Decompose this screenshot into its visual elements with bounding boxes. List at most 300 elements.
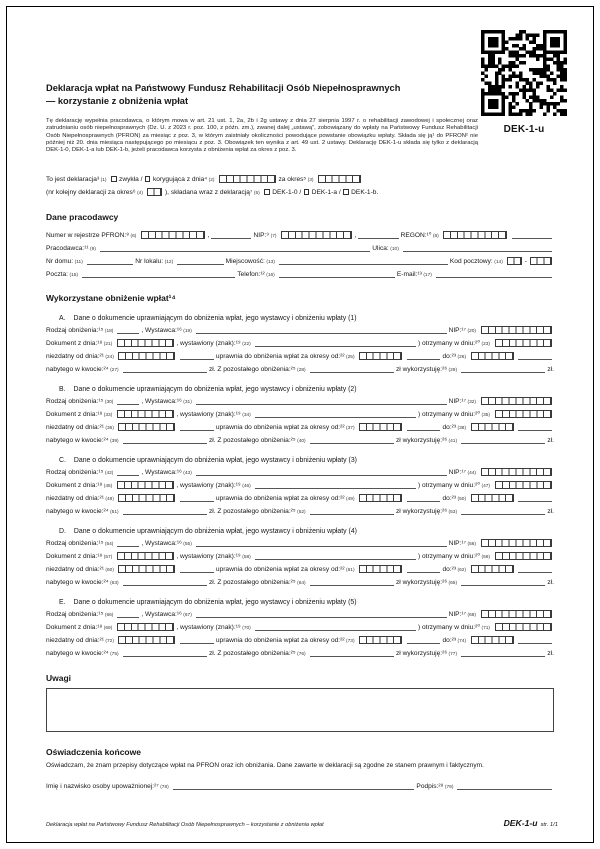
postal-code-field-suffix[interactable] bbox=[530, 257, 552, 266]
issuer-field[interactable] bbox=[196, 404, 447, 405]
filler-line bbox=[407, 501, 441, 502]
field-number: (8) bbox=[432, 233, 439, 239]
field-number: (66) bbox=[104, 612, 114, 618]
entitles-periods-label: uprawnia do obniżenia wpłat za okresy od:²² bbox=[215, 495, 345, 503]
field-number: (57) bbox=[103, 554, 113, 560]
declaration-type-row bbox=[46, 171, 554, 184]
field-number: (18) bbox=[104, 328, 114, 334]
period-to-field[interactable] bbox=[471, 352, 514, 361]
period-label: za okres⁵ bbox=[278, 176, 307, 184]
invalid-from-label: niezdatny od dnia:²¹ bbox=[46, 424, 104, 432]
period-from-field[interactable] bbox=[359, 565, 402, 574]
section-title: Dane o dokumencie uprawniającym do obniżenia wpłat, jego wystawcy i obniżeniu wpłaty (2) bbox=[73, 385, 357, 393]
field-number: (44) bbox=[467, 470, 476, 476]
closing-statement: Oświadczam, że znam przepisy dotyczące wpłat na PFRON oraz ich obniżania. Dane zawarte w deklaracji są zgodne ze stanem prawnym i faktycznym. bbox=[46, 761, 484, 769]
section-title: Dane o dokumencie uprawniającym do obniżenia wpłat, jego wystawcy i obniżeniu wpłaty (3) bbox=[73, 456, 357, 464]
zl-suffix-label: zł. bbox=[547, 508, 554, 516]
issuer-nip-label: NIP:¹⁷ bbox=[448, 469, 466, 477]
field-number: (68) bbox=[467, 612, 476, 618]
correction-date-field[interactable] bbox=[219, 175, 276, 184]
reduction-issuer-row bbox=[46, 464, 554, 477]
field-number: (15) bbox=[69, 272, 79, 278]
field-number: (76) bbox=[297, 651, 306, 657]
field-number: (74) bbox=[457, 638, 467, 644]
reduction-type-field[interactable] bbox=[117, 546, 139, 547]
field-number: (35) bbox=[481, 412, 490, 418]
page-footer bbox=[46, 818, 558, 828]
field-number: (69) bbox=[103, 625, 113, 631]
acquired-amount-field[interactable] bbox=[123, 443, 207, 444]
reductions-heading: Wykorzystane obniżenie wpłat¹⁴ bbox=[46, 292, 176, 303]
acquired-amount-label: nabytego w kwocie:²⁴ bbox=[46, 508, 109, 516]
received-date-field[interactable] bbox=[495, 339, 552, 348]
acquired-amount-label: nabytego w kwocie:²⁴ bbox=[46, 366, 109, 374]
reduction-type-label: Rodzaj obniżenia:¹⁵ bbox=[46, 611, 104, 619]
document-date-label: Dokument z dnia:¹⁸ bbox=[46, 411, 103, 419]
document-ref-field[interactable] bbox=[255, 559, 416, 560]
remarks-heading: Uwagi bbox=[46, 672, 72, 683]
postal-code-field-prefix[interactable] bbox=[507, 257, 522, 266]
signature-row bbox=[46, 778, 554, 791]
received-date-label: ) otrzymany w dniu:²⁰ bbox=[417, 624, 480, 632]
field-number: (7) bbox=[270, 233, 277, 239]
regon-label: REGON:¹⁰ bbox=[400, 232, 432, 240]
field-number: (5) bbox=[253, 190, 260, 196]
filler-line bbox=[180, 572, 214, 573]
field-number: (53) bbox=[448, 509, 458, 515]
invalid-from-field[interactable] bbox=[118, 423, 175, 432]
used-amount-field[interactable] bbox=[461, 372, 545, 373]
period-to-field[interactable] bbox=[471, 565, 514, 574]
phone-field[interactable] bbox=[279, 277, 395, 278]
field-number: (25) bbox=[346, 354, 355, 360]
field-number: (47) bbox=[481, 483, 490, 489]
signature-label: Podpis:²⁸ bbox=[416, 783, 444, 791]
field-number: (28) bbox=[297, 367, 306, 373]
filler-line bbox=[518, 572, 552, 573]
reduction-type-label: Rodzaj obniżenia:¹⁵ bbox=[46, 398, 104, 406]
issuer-nip-field[interactable] bbox=[481, 326, 552, 335]
field-number: (1) bbox=[100, 177, 107, 183]
invalid-from-label: niezdatny od dnia:²¹ bbox=[46, 566, 104, 574]
field-number: (14) bbox=[494, 259, 503, 265]
entitles-periods-label: uprawnia do obniżenia wpłat za okresy od:²² bbox=[215, 566, 345, 574]
document-ref-label: , wystawiony (znak):¹⁹ bbox=[176, 411, 241, 419]
issuer-nip-field[interactable] bbox=[481, 468, 552, 477]
issuer-nip-label: NIP:¹⁷ bbox=[448, 398, 466, 406]
issuer-nip-field[interactable] bbox=[481, 610, 552, 619]
field-number: (19) bbox=[183, 328, 192, 334]
field-number: (56) bbox=[467, 541, 476, 547]
reduction-validity-row bbox=[46, 490, 554, 503]
used-amount-field[interactable] bbox=[461, 514, 545, 515]
reduction-validity-row bbox=[46, 419, 554, 432]
document-ref-field[interactable] bbox=[255, 630, 416, 631]
invalid-from-label: niezdatny od dnia:²¹ bbox=[46, 353, 104, 361]
field-number: (27) bbox=[110, 367, 119, 373]
field-number: (65) bbox=[448, 580, 458, 586]
field-number: (59) bbox=[481, 554, 490, 560]
section-letter: B. bbox=[59, 385, 66, 393]
period-to-label: do:²³ bbox=[442, 637, 457, 645]
post-office-label: Poczta: bbox=[46, 271, 68, 279]
section-title: Dane o dokumencie uprawniającym do obniżenia wpłat, jego wystawcy i obniżeniu wpłaty (1) bbox=[73, 314, 357, 322]
remaining-amount-label: zł. Z pozostałego obniżenia:²⁵ bbox=[208, 366, 296, 374]
issuer-label: , Wystawca:¹⁶ bbox=[141, 469, 182, 477]
field-number: (78) bbox=[160, 784, 169, 790]
reduction-section bbox=[46, 594, 554, 658]
filler-line bbox=[211, 238, 251, 239]
period-from-field[interactable] bbox=[359, 423, 402, 432]
period-to-field[interactable] bbox=[471, 494, 514, 503]
reduction-document-row bbox=[46, 335, 554, 348]
employer-address-row bbox=[46, 253, 554, 266]
apartment-number-label: Nr lokalu: bbox=[135, 258, 164, 266]
dek-1-a-label: DEK-1-a / bbox=[311, 189, 341, 197]
field-number: (36) bbox=[105, 425, 114, 431]
invalid-from-label: niezdatny od dnia:²¹ bbox=[46, 495, 104, 503]
reduction-type-label: Rodzaj obniżenia:¹⁵ bbox=[46, 469, 104, 477]
email-field[interactable] bbox=[436, 277, 552, 278]
received-date-label: ) otrzymany w dniu:²⁰ bbox=[417, 411, 480, 419]
zl-suffix-label: zł. bbox=[547, 650, 554, 658]
post-office-field[interactable] bbox=[82, 277, 235, 278]
street-label: Ulica: bbox=[372, 245, 389, 253]
nip-label: NIP:⁹ bbox=[253, 232, 270, 240]
city-label: Miejscowość: bbox=[225, 258, 265, 266]
sequence-number-field[interactable] bbox=[147, 188, 162, 197]
invalid-from-label: niezdatny od dnia:²¹ bbox=[46, 637, 104, 645]
field-number: (48) bbox=[105, 496, 114, 502]
acquired-amount-field[interactable] bbox=[123, 372, 207, 373]
field-number: (12) bbox=[164, 259, 174, 265]
field-number: (9) bbox=[90, 246, 96, 252]
remaining-amount-field[interactable] bbox=[310, 656, 394, 657]
filler-line bbox=[518, 643, 552, 644]
phone-label: Telefon:¹² bbox=[237, 271, 265, 279]
field-number: (4) bbox=[137, 190, 143, 196]
reduction-section bbox=[46, 452, 554, 516]
correcting-option-label: korygująca z dnia⁴ bbox=[152, 176, 208, 184]
reduction-section-heading bbox=[46, 381, 554, 393]
employer-name-label: Pracodawca:¹¹ bbox=[46, 245, 89, 253]
received-date-field[interactable] bbox=[495, 552, 552, 561]
issuer-label: , Wystawca:¹⁶ bbox=[141, 611, 182, 619]
used-amount-label: zł wykorzystuję:²⁶ bbox=[395, 437, 448, 445]
field-number: (54) bbox=[104, 541, 114, 547]
issuer-nip-label: NIP:¹⁷ bbox=[448, 327, 466, 335]
filler-line bbox=[180, 643, 214, 644]
field-number: (72) bbox=[105, 638, 114, 644]
comma: , bbox=[354, 232, 357, 240]
document-date-field[interactable] bbox=[117, 623, 174, 632]
reduction-document-row bbox=[46, 619, 554, 632]
checkbox-dek-1-0[interactable] bbox=[264, 189, 270, 195]
filler-line bbox=[407, 359, 441, 360]
field-number: (64) bbox=[297, 580, 306, 586]
field-number: (50) bbox=[457, 496, 467, 502]
zl-suffix-label: zł. bbox=[547, 579, 554, 587]
document-ref-label: , wystawiony (znak):¹⁹ bbox=[176, 624, 241, 632]
filler-line bbox=[407, 430, 441, 431]
used-amount-label: zł wykorzystuję:²⁶ bbox=[395, 650, 448, 658]
invalid-from-field[interactable] bbox=[118, 352, 175, 361]
field-number: (30) bbox=[104, 399, 114, 405]
email-label: E-mail:¹³ bbox=[396, 271, 422, 279]
footer-form-code: DEK-1-u bbox=[503, 818, 538, 828]
declaration-lead-label: To jest deklaracja³ bbox=[46, 176, 100, 184]
reduction-issuer-row bbox=[46, 606, 554, 619]
dek-1-0-label: DEK-1-0 / bbox=[272, 189, 302, 197]
house-number-field[interactable] bbox=[87, 264, 133, 265]
filler-line bbox=[180, 359, 214, 360]
field-number: (31) bbox=[183, 399, 192, 405]
document-ref-field[interactable] bbox=[255, 346, 416, 347]
acquired-amount-field[interactable] bbox=[123, 585, 207, 586]
field-number: (23) bbox=[481, 341, 490, 347]
reduction-issuer-row bbox=[46, 393, 554, 406]
closing-heading: Oświadczenia końcowe bbox=[46, 746, 141, 757]
reduction-issuer-row bbox=[46, 535, 554, 548]
field-number: (37) bbox=[346, 425, 355, 431]
checkbox-correcting[interactable] bbox=[145, 176, 151, 182]
document-date-field[interactable] bbox=[117, 552, 174, 561]
period-to-field[interactable] bbox=[471, 423, 514, 432]
pfron-number-field[interactable] bbox=[141, 231, 205, 240]
field-number: (49) bbox=[346, 496, 355, 502]
filler-line bbox=[358, 238, 398, 239]
document-ref-label: , wystawiony (znak):¹⁹ bbox=[176, 482, 241, 490]
reduction-amounts-row bbox=[46, 361, 554, 374]
remarks-box[interactable] bbox=[46, 688, 554, 732]
reduction-type-field[interactable] bbox=[117, 475, 139, 476]
acquired-amount-label: nabytego w kwocie:²⁴ bbox=[46, 579, 109, 587]
issuer-nip-label: NIP:¹⁷ bbox=[448, 611, 466, 619]
regon-field[interactable] bbox=[443, 231, 507, 240]
issuer-field[interactable] bbox=[196, 333, 447, 334]
field-number: (71) bbox=[481, 625, 490, 631]
field-number: (17) bbox=[423, 272, 432, 278]
reduction-section-heading bbox=[46, 310, 554, 322]
intro-paragraph: Tę deklarację wypełnia pracodawca, o którym mowa w art. 21 ust. 1, 2a, 2b i 2g ustawy z dnia 27 sierpnia 1997 r. o rehabilitacji zawodowej i społecznej oraz zatrudnianiu osób niepełnosprawnych (Dz. U. z 2023 r. poz. 100, z późn. zm.), zwanej dalej „ustawą”, zobowiązany do wpłaty na Państwowy Fundusz Rehabilitacji Osób Niepełnosprawnych (PFRON) za miesiąc z poz. 3, w którym zaistniały okoliczności powodujące powstanie obowiązku wpłaty. Składa się ją¹ do PFRON² nie później niż 20. dnia miesiąca następującego po miesiącu z poz. 3. Obowiązek ten wynika z art. 49 ust. 2 ustawy. Deklarację DEK-1-u składa się tylko z deklaracją DEK-1-0, DEK-1-a lub DEK-1-b, jeżeli pracodawca korzysta z obniżenia wpłat za okres z poz. 3. bbox=[46, 118, 478, 154]
field-number: (52) bbox=[297, 509, 306, 515]
field-number: (26) bbox=[457, 354, 467, 360]
entitles-periods-label: uprawnia do obniżenia wpłat za okresy od:²² bbox=[215, 637, 345, 645]
field-number: (61) bbox=[346, 567, 355, 573]
period-field[interactable] bbox=[318, 175, 361, 184]
declaration-attachment-row bbox=[46, 184, 554, 197]
field-number: (41) bbox=[448, 438, 458, 444]
checkbox-regular[interactable] bbox=[111, 176, 117, 182]
form-title bbox=[46, 82, 554, 108]
acquired-amount-label: nabytego w kwocie:²⁴ bbox=[46, 437, 109, 445]
section-title: Dane o dokumencie uprawniającym do obniżenia wpłat, jego wystawcy i obniżeniu wpłaty (5) bbox=[73, 598, 357, 606]
field-number: (33) bbox=[103, 412, 113, 418]
received-date-label: ) otrzymany w dniu:²⁰ bbox=[417, 482, 480, 490]
field-number: (22) bbox=[242, 341, 251, 347]
document-ref-field[interactable] bbox=[255, 417, 416, 418]
field-number: (29) bbox=[448, 367, 458, 373]
filler-line bbox=[512, 238, 552, 239]
used-amount-field[interactable] bbox=[461, 656, 545, 657]
issuer-nip-field[interactable] bbox=[481, 397, 552, 406]
field-number: (70) bbox=[242, 625, 251, 631]
document-ref-field[interactable] bbox=[255, 488, 416, 489]
document-date-field[interactable] bbox=[117, 410, 174, 419]
period-to-field[interactable] bbox=[471, 636, 514, 645]
document-ref-label: , wystawiony (znak):¹⁹ bbox=[176, 340, 241, 348]
reduction-validity-row bbox=[46, 561, 554, 574]
form-code-label: DEK-1-u bbox=[503, 124, 545, 135]
issuer-nip-field[interactable] bbox=[481, 539, 552, 548]
period-from-field[interactable] bbox=[359, 494, 402, 503]
field-number: (63) bbox=[110, 580, 119, 586]
field-number: (34) bbox=[242, 412, 251, 418]
field-number: (55) bbox=[183, 541, 192, 547]
issuer-field[interactable] bbox=[196, 546, 447, 547]
field-number: (77) bbox=[448, 651, 458, 657]
period-to-label: do:²³ bbox=[442, 495, 457, 503]
street-field[interactable] bbox=[403, 251, 552, 252]
reduction-amounts-row bbox=[46, 503, 554, 516]
reduction-type-field[interactable] bbox=[117, 617, 139, 618]
field-number: (79) bbox=[444, 784, 454, 790]
authorized-person-field[interactable] bbox=[173, 789, 415, 790]
reduction-section-heading bbox=[46, 452, 554, 464]
reduction-type-label: Rodzaj obniżenia:¹⁵ bbox=[46, 540, 104, 548]
comma: , bbox=[207, 232, 210, 240]
reduction-amounts-row bbox=[46, 432, 554, 445]
used-amount-label: zł wykorzystuję:²⁶ bbox=[395, 508, 448, 516]
field-number: (46) bbox=[242, 483, 251, 489]
period-from-field[interactable] bbox=[359, 352, 402, 361]
received-date-field[interactable] bbox=[495, 623, 552, 632]
reduction-document-row bbox=[46, 406, 554, 419]
field-number: (11) bbox=[74, 259, 83, 265]
regular-option-label: zwykła / bbox=[119, 176, 143, 184]
field-number: (32) bbox=[467, 399, 476, 405]
remaining-amount-field[interactable] bbox=[310, 514, 394, 515]
field-number: (62) bbox=[457, 567, 467, 573]
document-ref-label: , wystawiony (znak):¹⁹ bbox=[176, 553, 241, 561]
form-content bbox=[46, 0, 554, 791]
reduction-type-label: Rodzaj obniżenia:¹⁵ bbox=[46, 327, 104, 335]
used-amount-field[interactable] bbox=[461, 443, 545, 444]
reduction-document-row bbox=[46, 477, 554, 490]
filler-line bbox=[518, 359, 552, 360]
checkbox-dek-1-a[interactable] bbox=[304, 189, 310, 195]
employer-ids-row bbox=[46, 227, 554, 240]
reduction-section bbox=[46, 523, 554, 587]
filler-line bbox=[407, 643, 441, 644]
invalid-from-field[interactable] bbox=[118, 636, 175, 645]
pfron-number-label: Numer w rejestrze PFRON:⁸ bbox=[46, 232, 130, 240]
received-date-field[interactable] bbox=[495, 481, 552, 490]
section-title: Dane o dokumencie uprawniającym do obniżenia wpłat, jego wystawcy i obniżeniu wpłaty (4) bbox=[73, 527, 357, 535]
received-date-field[interactable] bbox=[495, 410, 552, 419]
field-number: (21) bbox=[103, 341, 113, 347]
entitles-periods-label: uprawnia do obniżenia wpłat za okresy od:²² bbox=[215, 424, 345, 432]
city-field[interactable] bbox=[279, 264, 448, 265]
nip-field[interactable] bbox=[281, 231, 352, 240]
authorized-person-label: Imię i nazwisko osoby upoważnionej:²⁷ bbox=[46, 783, 159, 791]
period-from-field[interactable] bbox=[359, 636, 402, 645]
postal-code-label: Kod pocztowy: bbox=[449, 258, 493, 266]
used-amount-field[interactable] bbox=[461, 585, 545, 586]
footer-code-block bbox=[504, 818, 558, 828]
checkbox-dek-1-b[interactable] bbox=[343, 189, 349, 195]
postal-code-dash: - bbox=[524, 258, 527, 266]
used-amount-label: zł wykorzystuję:²⁶ bbox=[395, 366, 448, 374]
field-number: (73) bbox=[346, 638, 355, 644]
reduction-validity-row bbox=[46, 348, 554, 361]
filler-line bbox=[518, 501, 552, 502]
employer-contact-row bbox=[46, 266, 554, 279]
house-number-label: Nr domu: bbox=[46, 258, 74, 266]
issuer-nip-label: NIP:¹⁷ bbox=[448, 540, 466, 548]
remaining-amount-field[interactable] bbox=[310, 372, 394, 373]
document-date-label: Dokument z dnia:¹⁸ bbox=[46, 340, 103, 348]
period-to-label: do:²³ bbox=[442, 566, 457, 574]
field-number: (2) bbox=[208, 177, 215, 183]
field-number: (24) bbox=[105, 354, 114, 360]
zl-suffix-label: zł. bbox=[547, 366, 554, 374]
field-number: (16) bbox=[266, 272, 275, 278]
acquired-amount-field[interactable] bbox=[123, 656, 207, 657]
filler-line bbox=[180, 430, 214, 431]
issuer-field[interactable] bbox=[196, 617, 447, 618]
received-date-label: ) otrzymany w dniu:²⁰ bbox=[417, 340, 480, 348]
section-letter: E. bbox=[59, 598, 66, 606]
remaining-amount-field[interactable] bbox=[310, 443, 394, 444]
issuer-label: , Wystawca:¹⁶ bbox=[141, 327, 182, 335]
period-to-label: do:²³ bbox=[442, 353, 457, 361]
field-number: (75) bbox=[110, 651, 119, 657]
zl-suffix-label: zł. bbox=[547, 437, 554, 445]
employer-name-row bbox=[46, 240, 554, 253]
invalid-from-field[interactable] bbox=[118, 565, 175, 574]
field-number: (42) bbox=[104, 470, 114, 476]
attachment-label: ), składana wraz z deklaracją⁷ bbox=[164, 189, 253, 197]
reduction-type-field[interactable] bbox=[117, 404, 139, 405]
document-date-field[interactable] bbox=[117, 481, 174, 490]
field-number: (38) bbox=[457, 425, 467, 431]
invalid-from-field[interactable] bbox=[118, 494, 175, 503]
reduction-validity-row bbox=[46, 632, 554, 645]
filler-line bbox=[518, 430, 552, 431]
remaining-amount-label: zł. Z pozostałego obniżenia:²⁵ bbox=[208, 508, 296, 516]
acquired-amount-field[interactable] bbox=[123, 514, 207, 515]
remaining-amount-label: zł. Z pozostałego obniżenia:²⁵ bbox=[208, 650, 296, 658]
field-number: (43) bbox=[183, 470, 192, 476]
remaining-amount-field[interactable] bbox=[310, 585, 394, 586]
signature-field[interactable] bbox=[457, 789, 552, 790]
issuer-field[interactable] bbox=[196, 475, 447, 476]
apartment-number-field[interactable] bbox=[177, 264, 223, 265]
field-number: (39) bbox=[110, 438, 119, 444]
field-number: (10) bbox=[390, 246, 399, 252]
reduction-type-field[interactable] bbox=[117, 333, 139, 334]
period-to-label: do:²³ bbox=[442, 424, 457, 432]
field-number: (51) bbox=[110, 509, 119, 515]
employer-name-field[interactable] bbox=[100, 251, 370, 252]
sequence-number-label: (nr kolejny deklaracji za okres⁶ bbox=[46, 189, 136, 197]
field-number: (40) bbox=[297, 438, 306, 444]
footer-title: Deklaracja wpłat na Państwowy Fundusz Rehabilitacji Osób Niepełnosprawnych – korzystanie z obniżenia wpłat bbox=[46, 822, 324, 828]
document-date-field[interactable] bbox=[117, 339, 174, 348]
reduction-section bbox=[46, 381, 554, 445]
field-number: (6) bbox=[130, 233, 137, 239]
